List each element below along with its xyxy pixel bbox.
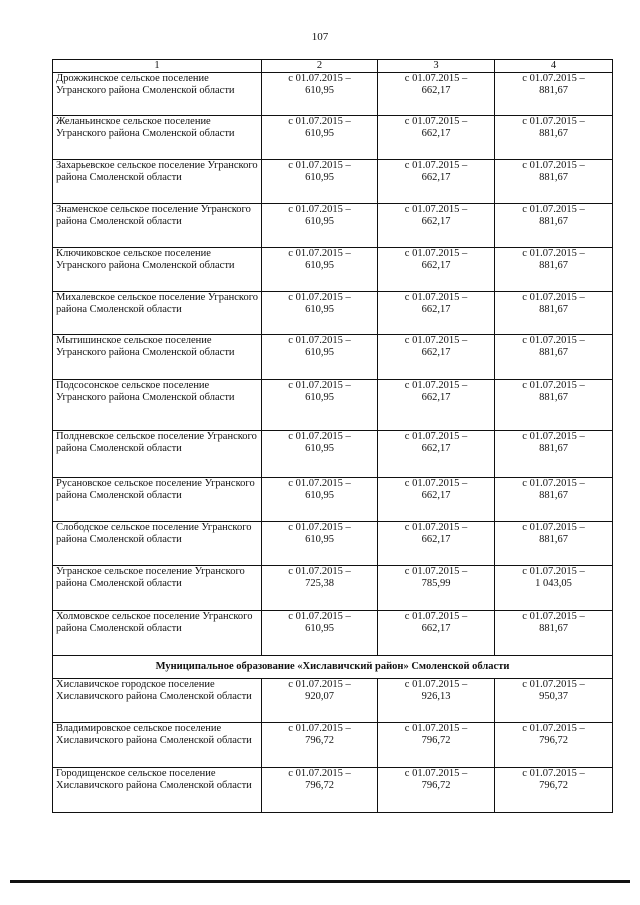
settlement-name: Хиславичское городское поселение Хиславичского района Смоленской области bbox=[53, 679, 262, 723]
tariff-date: с 01.07.2015 – bbox=[288, 116, 351, 127]
tariff-cell-c3 bbox=[378, 248, 495, 292]
tariff-value: 796,72 bbox=[421, 780, 451, 791]
page-number: 107 bbox=[311, 31, 329, 43]
tariff-value: 610,95 bbox=[305, 443, 334, 454]
tariff-date: с 01.07.2015 – bbox=[522, 566, 585, 577]
tariff-date: с 01.07.2015 – bbox=[522, 611, 585, 622]
tariff-date: с 01.07.2015 – bbox=[288, 478, 351, 489]
tariff-cell-c4 bbox=[495, 566, 613, 611]
tariff-value: 920,07 bbox=[305, 691, 334, 702]
column-header: 4 bbox=[495, 60, 613, 73]
tariff-date: с 01.07.2015 – bbox=[522, 768, 585, 779]
table-row bbox=[53, 679, 613, 723]
tariff-cell-c4 bbox=[495, 478, 613, 522]
tariff-value: 1 043,05 bbox=[535, 578, 572, 589]
tariff-date: с 01.07.2015 – bbox=[404, 679, 468, 690]
tariff-value: 796,72 bbox=[421, 735, 451, 746]
tariff-value: 662,17 bbox=[421, 392, 451, 403]
tariff-value: 610,95 bbox=[305, 85, 334, 96]
tariff-cell-c3 bbox=[378, 522, 495, 566]
tariff-cell-c3 bbox=[378, 679, 495, 723]
tariff-value: 662,17 bbox=[421, 128, 451, 139]
tariff-value: 881,67 bbox=[539, 443, 568, 454]
table-row bbox=[53, 335, 613, 380]
tariff-date: с 01.07.2015 – bbox=[288, 292, 351, 303]
tariff-value: 881,67 bbox=[539, 128, 568, 139]
tariff-value: 881,67 bbox=[539, 85, 568, 96]
table-row bbox=[53, 116, 613, 160]
tariff-date: с 01.07.2015 – bbox=[404, 204, 468, 215]
tariff-cell-c4 bbox=[495, 611, 613, 656]
tariff-value: 950,37 bbox=[539, 691, 568, 702]
tariff-date: с 01.07.2015 – bbox=[404, 335, 468, 346]
tariff-cell-c2 bbox=[262, 723, 378, 768]
tariff-cell-c3 bbox=[378, 723, 495, 768]
settlement-name: Мытишинское сельское поселение Угранского района Смоленской области bbox=[53, 335, 262, 380]
tariff-value: 610,95 bbox=[305, 172, 334, 183]
tariff-date: с 01.07.2015 – bbox=[404, 431, 468, 442]
tariff-value: 610,95 bbox=[305, 304, 334, 315]
tariff-date: с 01.07.2015 – bbox=[288, 380, 351, 391]
tariff-cell-c2 bbox=[262, 768, 378, 813]
tariff-cell-c4 bbox=[495, 768, 613, 813]
settlement-name: Михалевское сельское поселение Угранского района Смоленской области bbox=[53, 292, 262, 335]
tariff-date: с 01.07.2015 – bbox=[522, 160, 585, 171]
tariff-value: 926,13 bbox=[421, 691, 451, 702]
tariff-value: 610,95 bbox=[305, 392, 334, 403]
tariff-value: 881,67 bbox=[539, 172, 568, 183]
tariff-value: 881,67 bbox=[539, 623, 568, 634]
tariff-date: с 01.07.2015 – bbox=[522, 679, 585, 690]
tariff-date: с 01.07.2015 – bbox=[288, 566, 351, 577]
tariff-value: 610,95 bbox=[305, 216, 334, 227]
tariff-value: 610,95 bbox=[305, 347, 334, 358]
tariff-table bbox=[52, 59, 613, 813]
tariff-cell-c2 bbox=[262, 431, 378, 478]
column-header: 2 bbox=[262, 60, 378, 73]
tariff-value: 785,99 bbox=[421, 578, 451, 589]
tariff-cell-c4 bbox=[495, 116, 613, 160]
tariff-cell-c4 bbox=[495, 380, 613, 431]
tariff-cell-c2 bbox=[262, 335, 378, 380]
tariff-value: 662,17 bbox=[421, 443, 451, 454]
tariff-date: с 01.07.2015 – bbox=[288, 73, 351, 84]
tariff-date: с 01.07.2015 – bbox=[522, 478, 585, 489]
table-row bbox=[53, 723, 613, 768]
settlement-name: Полдневское сельское поселение Угранского района Смоленской области bbox=[53, 431, 262, 478]
tariff-value: 796,72 bbox=[539, 780, 568, 791]
tariff-date: с 01.07.2015 – bbox=[404, 566, 468, 577]
tariff-cell-c3 bbox=[378, 116, 495, 160]
column-header-row bbox=[53, 60, 613, 73]
section-body bbox=[53, 656, 613, 679]
tariff-cell-c3 bbox=[378, 204, 495, 248]
tariff-date: с 01.07.2015 – bbox=[404, 611, 468, 622]
tariff-cell-c2 bbox=[262, 566, 378, 611]
tariff-date: с 01.07.2015 – bbox=[404, 160, 468, 171]
tariff-value: 610,95 bbox=[305, 623, 334, 634]
group1-body bbox=[53, 73, 613, 656]
tariff-date: с 01.07.2015 – bbox=[404, 292, 468, 303]
tariff-cell-c2 bbox=[262, 116, 378, 160]
tariff-value: 881,67 bbox=[539, 534, 568, 545]
tariff-value: 662,17 bbox=[421, 534, 451, 545]
table-row bbox=[53, 566, 613, 611]
settlement-name: Подсосонское сельское поселение Угранского района Смоленской области bbox=[53, 380, 262, 431]
tariff-cell-c3 bbox=[378, 335, 495, 380]
tariff-date: с 01.07.2015 – bbox=[522, 723, 585, 734]
tariff-value: 662,17 bbox=[421, 347, 451, 358]
column-header: 3 bbox=[378, 60, 495, 73]
tariff-value: 796,72 bbox=[539, 735, 568, 746]
table-row bbox=[53, 478, 613, 522]
group2-body bbox=[53, 679, 613, 813]
settlement-name: Желаньинское сельское поселение Угранского района Смоленской области bbox=[53, 116, 262, 160]
tariff-date: с 01.07.2015 – bbox=[522, 116, 585, 127]
tariff-value: 662,17 bbox=[421, 216, 451, 227]
tariff-cell-c3 bbox=[378, 380, 495, 431]
settlement-name: Владимировское сельское поселение Хиславичского района Смоленской области bbox=[53, 723, 262, 768]
tariff-value: 662,17 bbox=[421, 623, 451, 634]
table-row bbox=[53, 380, 613, 431]
tariff-cell-c2 bbox=[262, 292, 378, 335]
tariff-date: с 01.07.2015 – bbox=[404, 522, 468, 533]
table-row bbox=[53, 768, 613, 813]
tariff-cell-c3 bbox=[378, 292, 495, 335]
tariff-value: 881,67 bbox=[539, 347, 568, 358]
tariff-date: с 01.07.2015 – bbox=[288, 679, 351, 690]
tariff-date: с 01.07.2015 – bbox=[288, 248, 351, 259]
tariff-date: с 01.07.2015 – bbox=[522, 522, 585, 533]
tariff-cell-c2 bbox=[262, 478, 378, 522]
tariff-date: с 01.07.2015 – bbox=[404, 116, 468, 127]
table-row bbox=[53, 431, 613, 478]
tariff-cell-c3 bbox=[378, 73, 495, 116]
tariff-cell-c2 bbox=[262, 380, 378, 431]
tariff-value: 725,38 bbox=[305, 578, 334, 589]
tariff-cell-c2 bbox=[262, 679, 378, 723]
tariff-value: 610,95 bbox=[305, 490, 334, 501]
column-header: 1 bbox=[53, 60, 262, 73]
tariff-date: с 01.07.2015 – bbox=[288, 160, 351, 171]
table-row bbox=[53, 292, 613, 335]
tariff-cell-c2 bbox=[262, 160, 378, 204]
settlement-name: Дрожжинское сельское поселение Угранского района Смоленской области bbox=[53, 73, 262, 116]
tariff-date: с 01.07.2015 – bbox=[288, 204, 351, 215]
settlement-name: Городищенское сельское поселение Хиславичского района Смоленской области bbox=[53, 768, 262, 813]
tariff-date: с 01.07.2015 – bbox=[522, 248, 585, 259]
settlement-name: Русановское сельское поселение Угранского района Смоленской области bbox=[53, 478, 262, 522]
table-row bbox=[53, 248, 613, 292]
tariff-cell-c4 bbox=[495, 292, 613, 335]
tariff-value: 662,17 bbox=[421, 490, 451, 501]
tariff-value: 662,17 bbox=[421, 304, 451, 315]
tariff-cell-c3 bbox=[378, 768, 495, 813]
settlement-name: Знаменское сельское поселение Угранского района Смоленской области bbox=[53, 204, 262, 248]
tariff-date: с 01.07.2015 – bbox=[288, 335, 351, 346]
tariff-value: 796,72 bbox=[305, 780, 334, 791]
settlement-name: Холмовское сельское поселение Угранского района Смоленской области bbox=[53, 611, 262, 656]
table-row bbox=[53, 611, 613, 656]
settlement-name: Слободское сельское поселение Угранского района Смоленской области bbox=[53, 522, 262, 566]
tariff-value: 881,67 bbox=[539, 260, 568, 271]
tariff-date: с 01.07.2015 – bbox=[404, 768, 468, 779]
table-row bbox=[53, 204, 613, 248]
tariff-date: с 01.07.2015 – bbox=[288, 611, 351, 622]
tariff-cell-c4 bbox=[495, 522, 613, 566]
tariff-cell-c3 bbox=[378, 431, 495, 478]
tariff-cell-c3 bbox=[378, 611, 495, 656]
tariff-value: 610,95 bbox=[305, 260, 334, 271]
tariff-cell-c4 bbox=[495, 335, 613, 380]
tariff-date: с 01.07.2015 – bbox=[522, 73, 585, 84]
tariff-value: 796,72 bbox=[305, 735, 334, 746]
tariff-cell-c2 bbox=[262, 248, 378, 292]
settlement-name: Ключиковское сельское поселение Угранского района Смоленской области bbox=[53, 248, 262, 292]
tariff-date: с 01.07.2015 – bbox=[522, 335, 585, 346]
tariff-cell-c2 bbox=[262, 522, 378, 566]
section-row bbox=[53, 656, 613, 679]
tariff-cell-c2 bbox=[262, 611, 378, 656]
tariff-date: с 01.07.2015 – bbox=[288, 431, 351, 442]
tariff-cell-c4 bbox=[495, 431, 613, 478]
settlement-name: Угранское сельское поселение Угранского района Смоленской области bbox=[53, 566, 262, 611]
tariff-cell-c3 bbox=[378, 160, 495, 204]
tariff-cell-c4 bbox=[495, 73, 613, 116]
tariff-date: с 01.07.2015 – bbox=[404, 723, 468, 734]
tariff-cell-c4 bbox=[495, 723, 613, 768]
tariff-date: с 01.07.2015 – bbox=[288, 522, 351, 533]
tariff-cell-c2 bbox=[262, 204, 378, 248]
tariff-cell-c3 bbox=[378, 478, 495, 522]
tariff-value: 610,95 bbox=[305, 534, 334, 545]
table-row bbox=[53, 522, 613, 566]
tariff-date: с 01.07.2015 – bbox=[404, 248, 468, 259]
tariff-value: 662,17 bbox=[421, 85, 451, 96]
tariff-date: с 01.07.2015 – bbox=[522, 380, 585, 391]
tariff-date: с 01.07.2015 – bbox=[288, 768, 351, 779]
tariff-date: с 01.07.2015 – bbox=[522, 204, 585, 215]
tariff-value: 881,67 bbox=[539, 304, 568, 315]
tariff-date: с 01.07.2015 – bbox=[404, 73, 468, 84]
tariff-value: 881,67 bbox=[539, 392, 568, 403]
table-row bbox=[53, 73, 613, 116]
tariff-date: с 01.07.2015 – bbox=[404, 478, 468, 489]
bottom-rule bbox=[10, 880, 630, 883]
tariff-date: с 01.07.2015 – bbox=[404, 380, 468, 391]
tariff-value: 662,17 bbox=[421, 260, 451, 271]
settlement-name: Захарьевское сельское поселение Угранского района Смоленской области bbox=[53, 160, 262, 204]
tariff-cell-c4 bbox=[495, 204, 613, 248]
tariff-value: 662,17 bbox=[421, 172, 451, 183]
tariff-value: 881,67 bbox=[539, 216, 568, 227]
tariff-cell-c4 bbox=[495, 248, 613, 292]
tariff-value: 881,67 bbox=[539, 490, 568, 501]
tariff-date: с 01.07.2015 – bbox=[522, 292, 585, 303]
table-row bbox=[53, 160, 613, 204]
section-title: Муниципальное образование «Хиславичский район» Смоленской области bbox=[53, 656, 613, 679]
tariff-cell-c4 bbox=[495, 160, 613, 204]
tariff-cell-c3 bbox=[378, 566, 495, 611]
tariff-cell-c4 bbox=[495, 679, 613, 723]
tariff-date: с 01.07.2015 – bbox=[522, 431, 585, 442]
tariff-value: 610,95 bbox=[305, 128, 334, 139]
tariff-date: с 01.07.2015 – bbox=[288, 723, 351, 734]
tariff-cell-c2 bbox=[262, 73, 378, 116]
